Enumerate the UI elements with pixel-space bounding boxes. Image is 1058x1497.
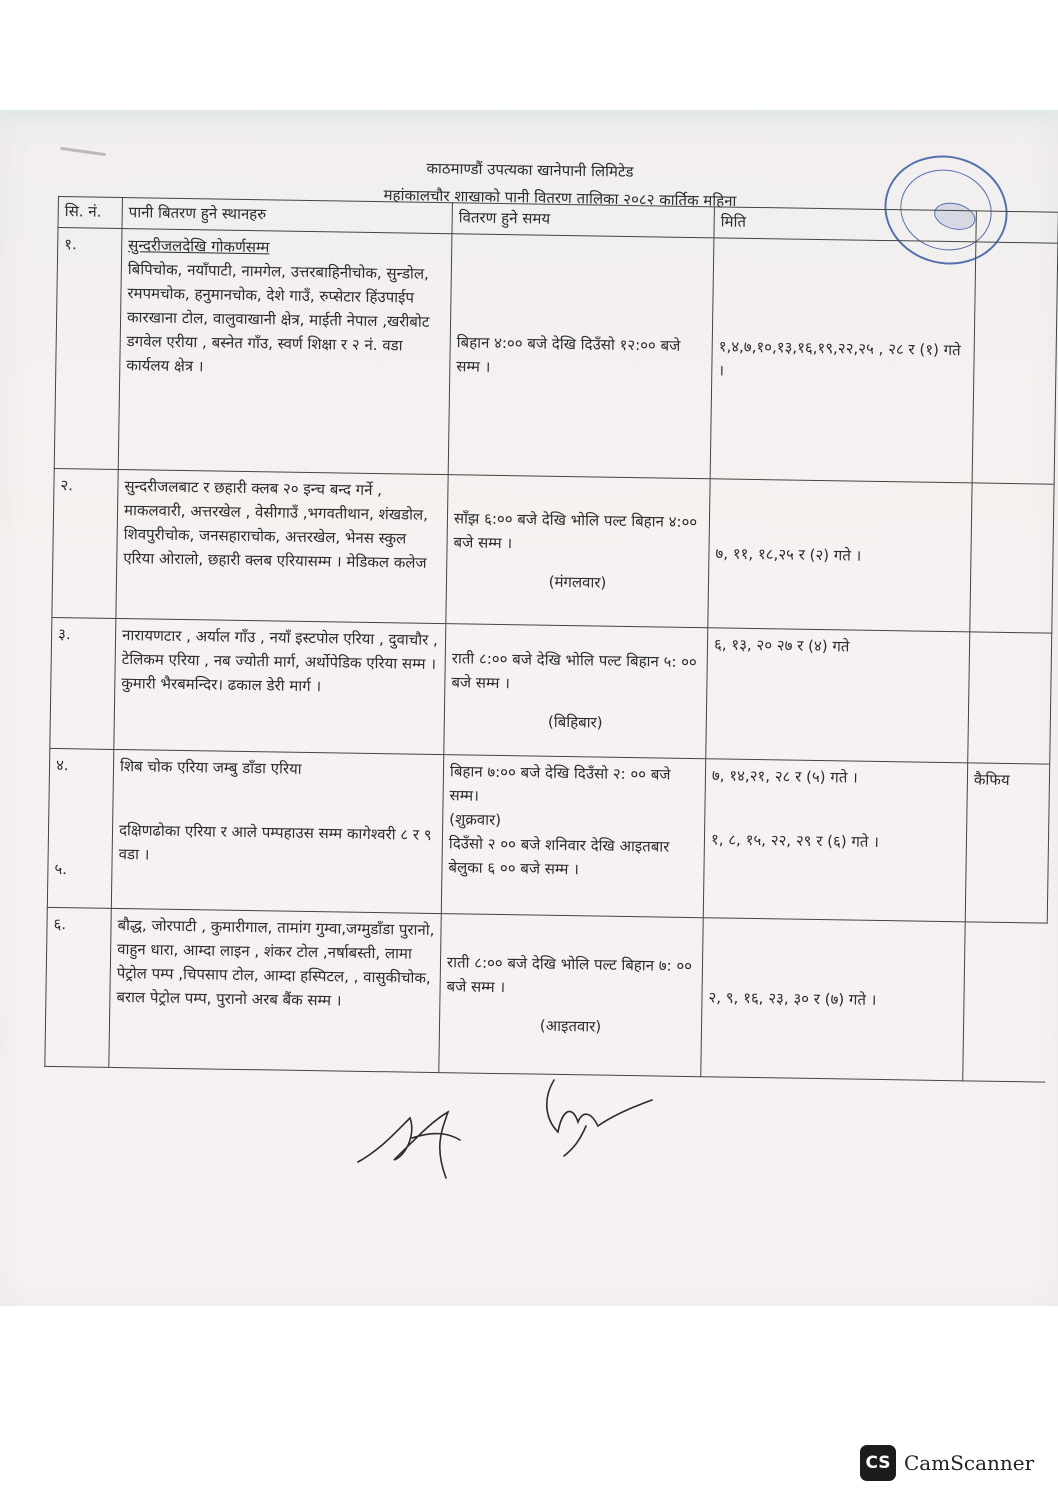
header-time: वितरण हुने समय [452,203,714,238]
time-text-5: दिउँसो २ ०० बजे शनिवार देखि आइतबार बेलुका ६ ०० बजे सम्म । [448,834,670,879]
dates-5: १, ८, १५, २२, २९ र (६) गते । [710,830,880,851]
row-time [441,755,705,918]
row-time [439,914,703,1077]
row-dates: १,४,७,१०,१३,१६,१९,२२,२५ , २८ र (१) गते । [710,238,976,483]
sn-5: ५. [54,860,68,879]
row-locations [111,749,443,913]
table-row [47,748,1049,923]
handwritten-signatures [350,1060,670,1200]
table-row [54,228,1058,485]
spacer [55,777,107,818]
spacer [119,778,437,823]
row-sn: २. [52,468,118,618]
header-locations: पानी बितरण हुने स्थानहरु [122,198,452,234]
table-row [50,617,1052,764]
row-sn [47,748,113,908]
schedule-title: महांकालचौर शाखाको पानी वितरण तालिका २०८२ कार्तिक महिना [383,185,737,211]
day-label: (मंगलवार) [548,572,607,592]
row-locations: सुन्दरीजलबाट र छहारी क्लब २० इन्च बन्द गर्ने , माकलवारी, अत्तरखेल , वेसीगाउँ ,भगवतीथान, शंखडोल, शिवपुरीचोक, जनसहाराचोक, अत्तरखेल, भेनस स्कुल एरिया ओरालो, छहारी क्लब एरियासम्म । मेडिकल कलेज [116,469,448,623]
route-title: सुन्दरीजलदेखि गोकर्णसम्म [128,236,270,257]
time-text: साँझ ६:०० बजे देखि भोलि पल्ट बिहान ४:०० बजे सम्म । [453,509,698,553]
time-text: राती ८:०० बजे देखि भोलि पल्ट बिहान ७: ०० बजे सम्म । [446,953,693,997]
row-dates: ६, १३, २० २७ र (४) गते [706,628,970,763]
row-sn: १. [54,228,122,470]
organization-title: काठमाण्डौं उपत्यका खानेपानी लिमिटेड [426,159,634,181]
row-time [448,234,714,479]
row-remark: कैफिय [965,763,1049,923]
camscanner-label: CamScanner [904,1451,1035,1475]
dates-4: ७, १४,२१, २८ र (५) गते । [711,766,858,787]
day-label: (बिहिबार) [547,712,603,732]
header-sn: सि. नं. [58,197,122,229]
row-locations: नारायणटार , अर्याल गाँउ , नयाँ इस्टपोल एरिया , दुवाचौर , टेलिकम एरिया , नब ज्योती मार्ग, अर्थोपेडिक एरिया सम्म । कुमारी भैरबमन्दिर। ढकाल डेरी मार्ग । [114,618,446,754]
row-dates: ७, ११, १८,२५ र (२) गते । [708,479,972,632]
day-label: (आइतवार) [539,1016,602,1036]
page-edge [0,110,1058,126]
spacer [711,787,961,831]
header-date: मिति [714,207,976,242]
row-time [444,624,708,759]
signature-left [358,1112,460,1178]
row-locations: बौद्ध, जोरपाटी , कुमारीगाल, तामांग गुम्वा,जग्मुडाँडा पुरानो, वाहुन धारा, आम्दा लाइन , शंकर टोल ,नर्षाबस्ती, लामा पेट्रोल पम्प ,चिपसाप टोल, आम्दा हस्पिटल, , वासुकीचोक, बराल पेट्रोल पम्प, पुरानो अरब बैंक सम्म । [109,908,441,1072]
table-row [45,907,1047,1082]
row-remark [972,242,1058,484]
row-time [446,475,710,628]
location-list-5: दक्षिणढोका एरिया र आले पम्पहाउस सम्म कागेश्वरी ८ र ९ वडा । [118,821,432,864]
time-text: राती ८:०० बजे देखि भोलि पल्ट बिहान ५: ०० बजे सम्म । [451,649,697,693]
row-sn: ३. [50,617,116,749]
sn-4: ४. [55,756,69,775]
row-dates: २, ९, १६, २३, ३० र (७) गते । [701,918,965,1081]
distribution-schedule-table [44,196,1058,1092]
row-remark [963,922,1047,1082]
signature-right [547,1080,652,1156]
day-label-4: (शुक्रवार) [449,810,502,830]
camscanner-logo-icon: CS [860,1445,896,1481]
table-row [52,468,1054,633]
header-remark [976,211,1058,243]
location-list: बिपिचोक, नयाँपाटी, नामगेल, उत्तरबाहिनीचोक, सुन्डोल, रमपमचोक, हनुमानचोक, देशे गाउँ, रुप्सेटार हिंउपाईप कारखाना टोल, वालुवाखानी क्षेत्र, माईती नेपाल ,खरीबोट डगवेल एरीया , बस्नेत गाँउ, स्वर्ण शिक्षा र २ नं. वडा कार्यलय क्षेत्र । [126,260,430,376]
row-dates [703,759,967,922]
row-remark [968,632,1052,764]
time-text-4: बिहान ७:०० बजे देखि दिउँसो २: ०० बजे सम्म। [449,762,671,805]
row-remark [970,483,1054,633]
spacer [55,817,107,858]
row-sn: ६. [45,907,111,1067]
location-list-4: शिब चोक एरिया जम्बु डाँडा एरिया [119,757,302,778]
row-locations [118,229,452,475]
camscanner-watermark [860,1443,1040,1483]
time-text: बिहान ४:०० बजे देखि दिउँसो १२:०० बजे सम्म । [456,333,681,376]
